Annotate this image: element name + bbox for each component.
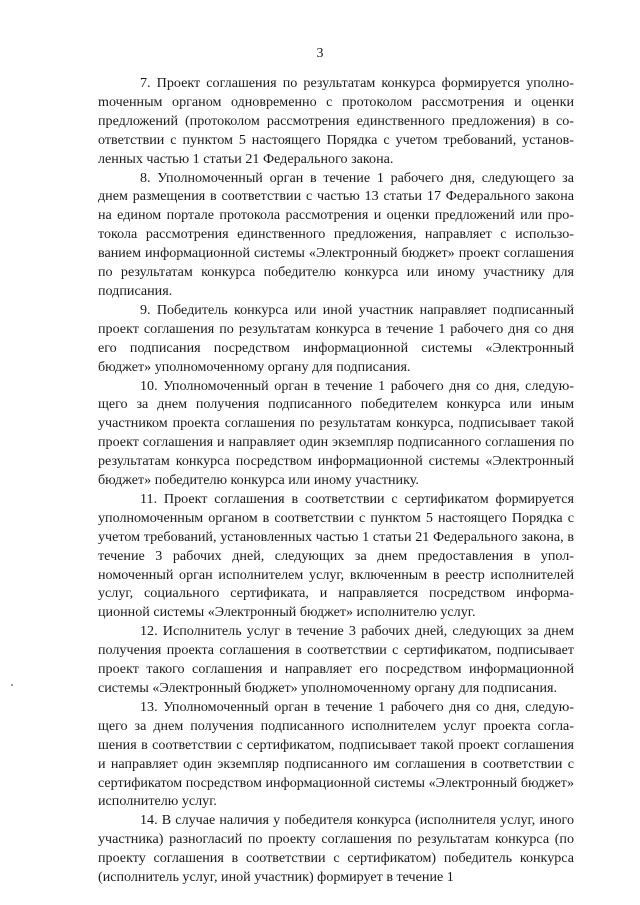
page-number: 3 xyxy=(316,46,324,61)
paragraph-10: 10. Уполномоченный орган в течение 1 рабочего дня со дня, следующего за днем получения подписанного победителем конкурса или иным участником проекта соглашения по результатам конкурса, подписывает такой проект соглашения и направляет один экземпляр подписанного соглашения по результатам конкурса посредством информационной системы «Электронный бюджет» победителю конкурса или иному участнику. xyxy=(98,377,574,489)
paragraph-7: 7. Проект соглашения по результатам конкурса формируется уполноmоченным органом одновременно с протоколом рассмотрения и оценки предложений (протоколом рассмотрения единственного предложения) в соответствии с пунктом 5 настоящего Порядка с учетом требований, установленных частью 1 статьи 21 Федерального закона. xyxy=(98,75,574,167)
paragraph-11: 11. Проект соглашения в соответствии с сертификатом формируется уполномоченным органом в соответствии с пунктом 5 настоящего Порядка с учетом требований, установленных частью 1 статьи 21 Федерального закона, в течение 3 рабочих дней, следующих за днем предоставления в уполномоченный орган исполнителем услуг, включенным в реестр исполнителей услуг, социального сертификата, и направляется посредством информационной системы «Электронный бюджет» исполнителю услуг. xyxy=(98,490,574,621)
document-body xyxy=(98,74,574,887)
paragraph-14: 14. В случае наличия у победителя конкурса (исполнителя услуг, иного участника) разногласий по проекту соглашения по результатам конкурса (по проекту соглашения в соответствии с сертификатом) победитель конкурса (исполнитель услуг, иной участник) формирует в течение 1 xyxy=(98,812,574,886)
paragraph-13: 13. Уполномоченный орган в течение 1 рабочего дня со дня, следующего за днем получения подписанного исполнителем услуг проекта соглашения в соответствии с сертификатом, подписывает такой проект соглашения и направляет один экземпляр подписанного им соглашения в соответствии с сертификатом посредством информационной системы «Электронный бюджет» исполнителю услуг. xyxy=(98,698,574,810)
paragraph-9: 9. Победитель конкурса или иной участник направляет подписанный проект соглашения по результатам конкурса в течение 1 рабочего дня со дня его подписания посредством информационной системы «Электронный бюджет» уполномоченному органу для подписания. xyxy=(98,301,574,375)
paragraph-8: 8. Уполномоченный орган в течение 1 рабочего дня, следующего за днем размещения в соответствии с частью 13 статьи 17 Федерального закона на едином портале протокола рассмотрения и оценки предложений или протокола рассмотрения единственного предложения, направляет с использованием информационной системы «Электронный бюджет» проект соглашения по результатам конкурса победителю конкурса или иному участнику для подписания. xyxy=(98,169,574,299)
scan-speck xyxy=(11,684,13,686)
paragraph-12: 12. Исполнитель услуг в течение 3 рабочих дней, следующих за днем получения проекта соглашения в соответствии с сертификатом, подписывает проект такого соглашения и направляет его посредством информационной системы «Электронный бюджет» уполномоченному органу для подписания. xyxy=(98,623,574,696)
